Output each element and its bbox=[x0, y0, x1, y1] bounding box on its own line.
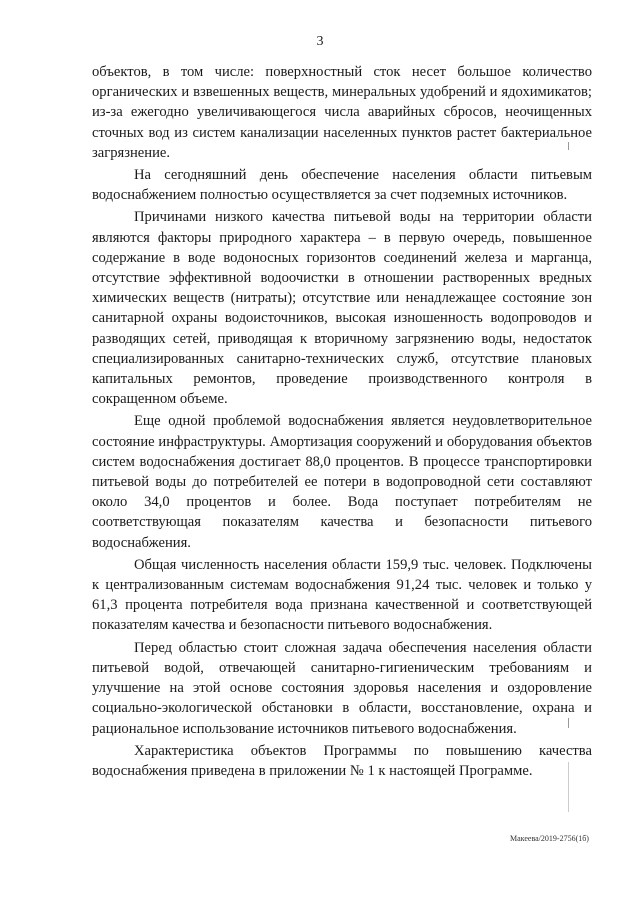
footer-reference: Макеева/2019-2756(1б) bbox=[510, 834, 589, 843]
scan-margin-mark bbox=[568, 762, 569, 812]
paragraph-program-reference: Характеристика объектов Программы по повышению качества водоснабжения приведена в приложении № 1 к настоящей Программе. bbox=[92, 742, 592, 779]
scan-margin-mark bbox=[568, 718, 569, 728]
paragraph-continuation: объектов, в том числе: поверхностный сток несет большое количество органических и взвешенных веществ, минеральных удобрений и ядохимикатов; из-за ежегодно увеличивающегося числа аварийных сбросов, неочищенных сточных вод из систем канализации населенных пунктов растет бактериальное загрязнение. bbox=[92, 64, 592, 161]
paragraph-infrastructure-problem: Еще одной проблемой водоснабжения является неудовлетворительное состояние инфраструктуры. Амортизация сооружений и оборудования объектов систем водоснабжения достигает 88,0 процентов. В процессе транспортировки питьевой воды до потребителей ее потери в водопроводной сети составляют около 34,0 процентов и более. Вода поступает потребителям не соответствующая показателям качества и безопасности питьевого водоснабжения. bbox=[92, 413, 592, 551]
page-number: 3 bbox=[316, 34, 324, 49]
document-body bbox=[92, 62, 592, 783]
paragraph-population-stats: Общая численность населения области 159,9 тыс. человек. Подключены к централизованным системам водоснабжения 91,24 тыс. человек и только у 61,3 процента потребителя вода признана качественной и соответствующей показателям качества и безопасности питьевого водоснабжения. bbox=[92, 556, 592, 634]
scan-margin-mark bbox=[568, 142, 569, 150]
paragraph-regional-task: Перед областью стоит сложная задача обеспечения населения области питьевой водой, отвечающей санитарно-гигиеническим требованиям и улучшение на этой основе состояния здоровья населения и оздоровление социально-экологической обстановки в области, восстановление, охрана и рациональное использование источников питьевого водоснабжения. bbox=[92, 639, 592, 737]
paragraph-water-supply-sources: На сегодняшний день обеспечение населения области питьевым водоснабжением полностью осуществляется за счет подземных источников. bbox=[92, 167, 592, 204]
paragraph-low-quality-causes: Причинами низкого качества питьевой воды на территории области являются факторы природного характера – в первую очередь, повышенное содержание в воде водоносных горизонтов соединений железа и марганца, отсутствие эффективной водоочистки в отношении растворенных вредных химических веществ (нитраты); отсутствие или ненадлежащее состояние зон санитарной охраны водоисточников, высокая изношенность водопроводов и разводящих сетей, приводящая к вторичному загрязнению воды, недостаток специализированных санитарно-технических служб, отсутствие плановых капитальных ремонтов, проведение производственного контроля в сокращенном объеме. bbox=[92, 209, 592, 408]
